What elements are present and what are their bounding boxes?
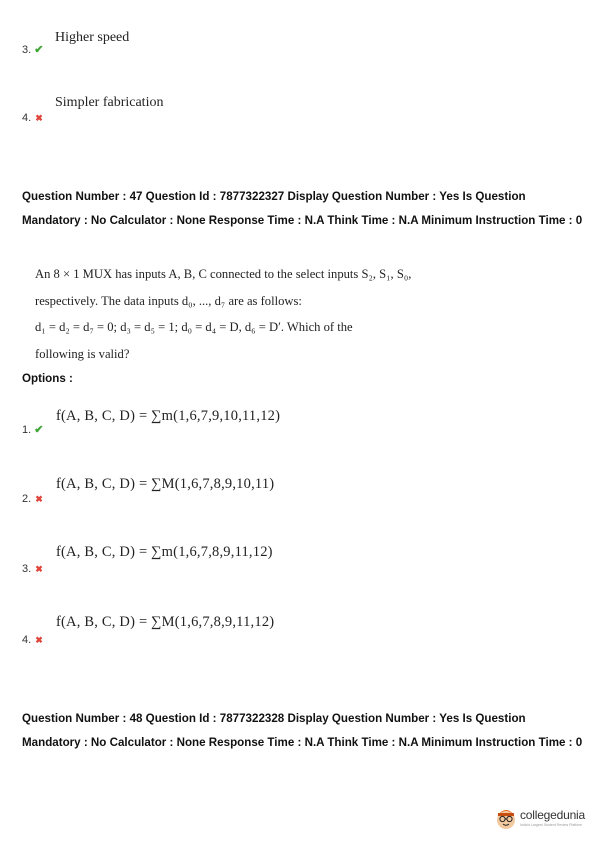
- option-formula: f(A, B, C, D) = ∑M(1,6,7,8,9,11,12): [56, 614, 275, 630]
- option-number: 2.: [22, 493, 32, 505]
- option-1: [22, 420, 43, 438]
- option-number: 3.: [22, 563, 32, 575]
- prev-option-4: [22, 108, 43, 126]
- cross-icon: ✖: [35, 564, 43, 574]
- check-icon: ✔: [34, 44, 44, 56]
- check-icon: ✔: [34, 424, 44, 436]
- option-number: 1.: [22, 424, 32, 436]
- stem-line: respectively. The data inputs d₀, ..., d₇ are as follows:: [35, 293, 302, 308]
- cross-icon: ✖: [35, 635, 43, 645]
- options-label: Options :: [22, 372, 73, 385]
- option-number: 3.: [22, 44, 32, 56]
- question-stem: [35, 261, 555, 367]
- logo-name: collegedunia: [520, 807, 585, 822]
- option-text: Higher speed: [55, 30, 130, 45]
- option-formula: f(A, B, C, D) = ∑m(1,6,7,8,9,11,12): [56, 544, 273, 560]
- stem-line: An 8 × 1 MUX has inputs A, B, C connected to the select inputs S₂, S₁, S₀,: [35, 267, 412, 281]
- option-number: 4.: [22, 634, 32, 646]
- question-header: Question Number : 47 Question Id : 7877322327 Display Question Number : Yes Is Question Mandatory : No Calculator : None Response Time : N.A Think Time : N.A Minimum Instruction Time : 0: [22, 190, 583, 227]
- option-2: [22, 489, 43, 507]
- cross-icon: ✖: [35, 494, 43, 504]
- collegedunia-logo: [495, 804, 585, 830]
- option-number: 4.: [22, 112, 32, 124]
- question-header: Question Number : 48 Question Id : 7877322328 Display Question Number : Yes Is Question Mandatory : No Calculator : None Response Time : N.A Think Time : N.A Minimum Instruction Time : 0: [22, 712, 583, 749]
- stem-line: following is valid?: [35, 346, 130, 361]
- option-formula: f(A, B, C, D) = ∑m(1,6,7,9,10,11,12): [56, 408, 281, 424]
- option-4: [22, 630, 43, 648]
- logo-mascot-icon: [495, 804, 517, 830]
- logo-tagline: India's Largest Student Review Platform: [520, 822, 583, 827]
- option-3: [22, 559, 43, 577]
- cross-icon: ✖: [35, 113, 43, 123]
- option-formula: f(A, B, C, D) = ∑M(1,6,7,8,9,10,11): [56, 476, 275, 492]
- stem-line: d₁ = d₂ = d₇ = 0; d₃ = d₅ = 1; d₀ = d₄ = D, d₆ = D′. Which of the: [35, 320, 353, 334]
- option-text: Simpler fabrication: [55, 95, 164, 110]
- prev-option-3: [22, 40, 43, 58]
